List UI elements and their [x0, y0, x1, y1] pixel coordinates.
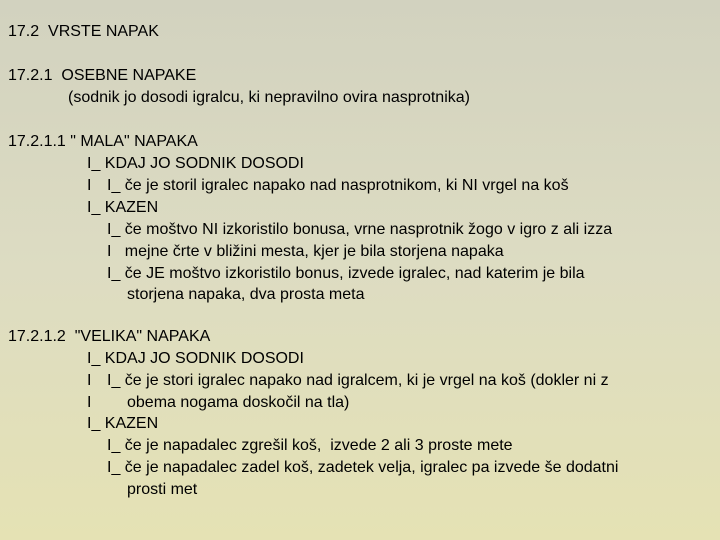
- mala-kdaj-line: I_ KDAJ JO SODNIK DOSODI: [87, 155, 304, 172]
- section-heading-velika-napaka: 17.2.1.2 "VELIKA" NAPAKA: [8, 328, 211, 345]
- velika-kazen-line: I_ KAZEN: [87, 415, 159, 432]
- velika-penalty-line-3: prosti met: [127, 481, 198, 498]
- page-title: 17.2 VRSTE NAPAK: [8, 23, 159, 40]
- mala-penalty-line-1: I_ če moštvo NI izkoristilo bonusa, vrne nasprotnik žogo v igro z ali izza: [107, 221, 613, 238]
- section-definition: (sodnik jo dosodi igralcu, ki nepravilno ovira nasprotnika): [68, 89, 470, 106]
- velika-condition-line-1: I_ če je stori igralec napako nad igralcem, ki je vrgel na koš (dokler ni z: [107, 372, 609, 389]
- velika-penalty-line-2: I_ če je napadalec zadel koš, zadetek velja, igralec pa izvede še dodatni: [107, 459, 619, 476]
- section-heading-osebne-napake: 17.2.1 OSEBNE NAPAKE: [8, 67, 197, 84]
- velika-condition-line-2: obema nogama doskočil na tla): [127, 394, 350, 411]
- mala-penalty-line-3: I_ če JE moštvo izkoristilo bonus, izvede igralec, nad katerim je bila: [107, 265, 585, 282]
- mala-penalty-line-4: storjena napaka, dva prosta meta: [127, 286, 365, 303]
- velika-penalty-line-1: I_ če je napadalec zgrešil koš, izvede 2 ali 3 proste mete: [107, 437, 513, 454]
- mala-condition-line: I_ če je storil igralec napako nad nasprotnikom, ki NI vrgel na koš: [107, 177, 569, 194]
- mala-penalty-line-2: I mejne črte v bližini mesta, kjer je bila storjena napaka: [107, 243, 504, 260]
- velika-tree-bar-2: I: [87, 394, 92, 411]
- mala-tree-bar: I: [87, 177, 92, 194]
- mala-kazen-line: I_ KAZEN: [87, 199, 159, 216]
- velika-kdaj-line: I_ KDAJ JO SODNIK DOSODI: [87, 350, 304, 367]
- section-heading-mala-napaka: 17.2.1.1 " MALA" NAPAKA: [8, 133, 198, 150]
- velika-tree-bar-1: I: [87, 372, 92, 389]
